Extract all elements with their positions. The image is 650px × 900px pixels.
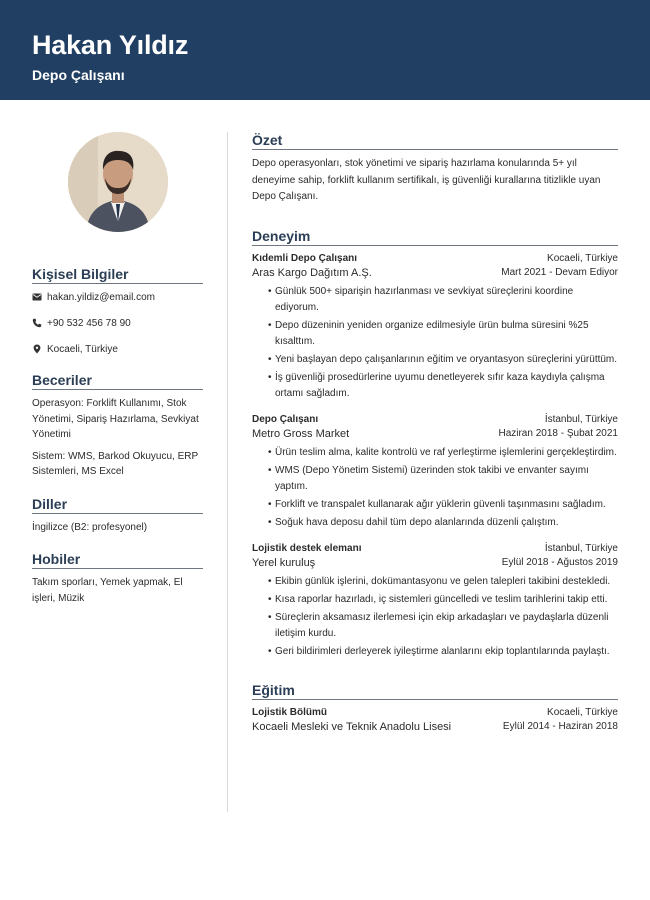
job-bullet: • Ekibin günlük işlerini, dokümantasyonu ve gelen talepleri takibini destekledi. [268,574,618,590]
summary-heading: Özet [252,132,618,150]
job-bullet: • Geri bildirimleri derleyerek iyileştirme alanlarını ekip toplantılarında paylaştı. [268,644,618,660]
contact-phone [32,316,203,330]
job-dates: Eylül 2018 - Ağustos 2019 [501,556,618,568]
job-location: İstanbul, Türkiye [544,542,618,554]
job-bullet: • Forklift ve transpalet kullanarak ağır yüklerin güvenli taşınmasını sağladım. [268,497,618,513]
education-entry [252,706,618,734]
left-column [32,132,203,606]
job-bullet: • Kısa raporlar hazırladı, iç sistemleri güncelledi ve teslim tarihlerini takip etti. [268,592,618,608]
email-icon [32,292,42,302]
hobbies-text: Takım sporları, Yemek yapmak, El işleri, Müzik [32,577,183,604]
job-location: İstanbul, Türkiye [544,413,618,425]
job-bullet: • Yeni başlayan depo çalışanlarının eğitim ve oryantasyon süreçlerini yürüttüm. [268,352,618,368]
email-text: hakan.yildiz@email.com [47,291,155,303]
job-bullet: • Depo düzeninin yeniden organize edilmesiyle ürün bulma süresini %25 kısalttım. [268,318,618,350]
column-divider [227,132,228,812]
job-entry [252,413,618,531]
languages-heading: Diller [32,496,203,514]
job-entry [252,542,618,660]
contact-email [32,290,203,304]
header-banner [0,0,650,100]
candidate-name: Hakan Yıldız [32,30,189,60]
job-bullet: • Soğuk hava deposu dahil tüm depo alanlarında düzenli çalıştım. [268,515,618,531]
candidate-role: Depo Çalışanı [32,67,125,83]
personal-info-heading: Kişisel Bilgiler [32,266,203,284]
job-bullets [268,574,618,660]
job-title: Lojistik destek elemanı [252,542,362,554]
profile-photo [68,132,168,232]
phone-icon [32,318,42,328]
experience-heading: Deneyim [252,228,618,246]
education-location: Kocaeli, Türkiye [547,706,618,718]
job-bullet: • Ürün teslim alma, kalite kontrolü ve raf yerleştirme işlemlerini gerçekleştirdim. [268,445,618,461]
job-bullets [268,284,618,402]
education-dates: Eylül 2014 - Haziran 2018 [502,720,618,732]
job-company: Aras Kargo Dağıtım A.Ş. [252,266,372,279]
summary-text: Depo operasyonları, stok yönetimi ve sipariş hazırlama konularında 5+ yıl deneyime sahip, forklift kullanım sertifikalı, iş güvenliği kurallarına titizlikle uyan Depo Çalışanı. [252,158,601,202]
phone-text: +90 532 456 78 90 [47,317,131,329]
job-entry [252,252,618,402]
job-bullets [268,445,618,531]
job-company: Metro Gross Market [252,427,350,440]
job-bullet: • Günlük 500+ siparişin hazırlanması ve sevkiyat süreçlerini koordine ediyorum. [268,284,618,316]
education-heading: Eğitim [252,682,618,700]
hobbies-heading: Hobiler [32,551,203,569]
location-text: Kocaeli, Türkiye [47,343,118,355]
job-company: Yerel kuruluş [252,556,316,569]
education-school: Kocaeli Mesleki ve Teknik Anadolu Lisesi [252,720,452,733]
job-bullet: • İş güvenliği prosedürlerine uyumu denetleyerek sıfır kaza kaydıyla çalışma ortamı sağladım. [268,370,618,402]
right-column [252,132,618,745]
location-icon [32,344,42,354]
job-dates: Mart 2021 - Devam Ediyor [501,266,618,278]
education-title: Lojistik Bölümü [252,706,327,718]
job-title: Kıdemli Depo Çalışanı [252,252,358,264]
languages-text: İngilizce (B2: profesyonel) [32,521,148,533]
person-photo-icon [68,132,168,232]
job-bullet: • Süreçlerin aksamasız ilerlemesi için ekip arkadaşları ve paydaşlarla düzenli iletişim kurdu. [268,610,618,642]
job-location: Kocaeli, Türkiye [547,252,618,264]
job-title: Depo Çalışanı [252,413,319,425]
skills-operations: Operasyon: Forklift Kullanımı, Stok Yönetimi, Sipariş Hazırlama, Sevkiyat Yönetimi [32,398,199,440]
skills-heading: Beceriler [32,372,203,390]
skills-systems: Sistem: WMS, Barkod Okuyucu, ERP Sistemleri, MS Excel [32,450,198,477]
contact-location [32,342,203,356]
job-dates: Haziran 2018 - Şubat 2021 [498,427,618,439]
job-bullet: • WMS (Depo Yönetim Sistemi) üzerinden stok takibi ve envanter sayımı yaptım. [268,463,618,495]
